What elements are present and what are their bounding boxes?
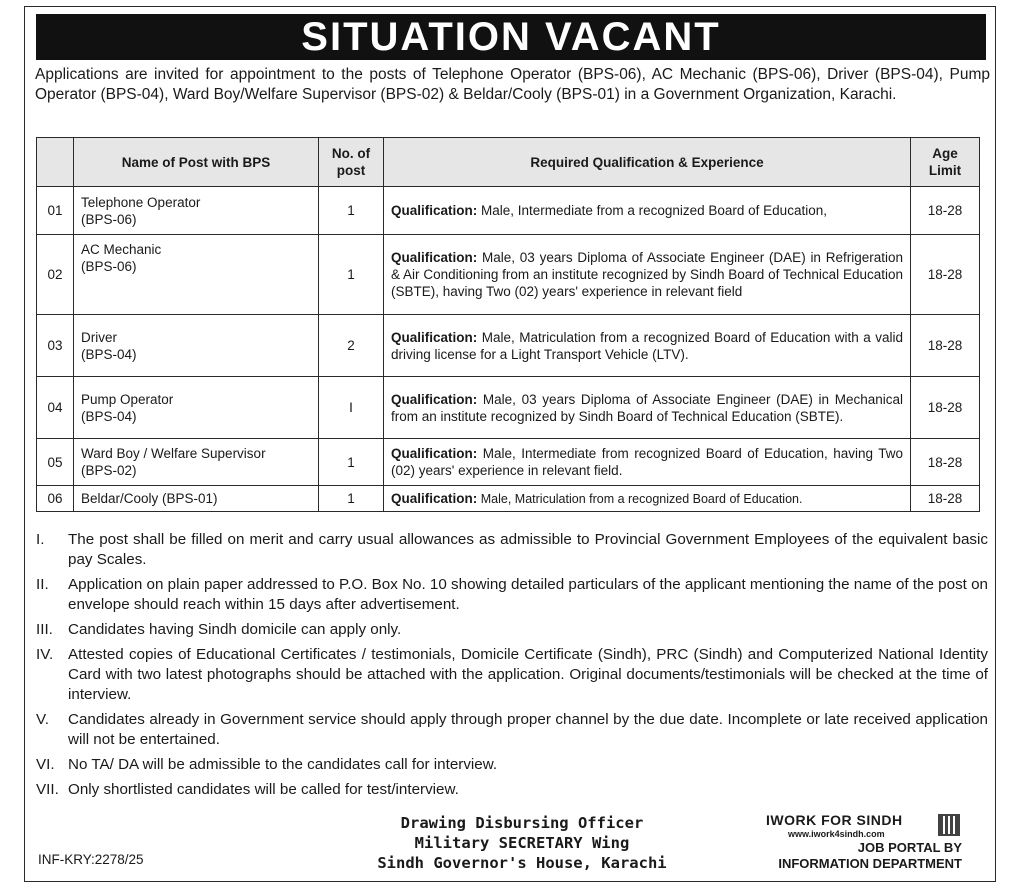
header-post-count-line1: No. of [331, 146, 371, 161]
post-name-line1: AC Mechanic [81, 242, 162, 257]
row-post-count: 1 [319, 439, 384, 486]
post-name-line2: (BPS-06) [81, 259, 137, 274]
table-header-row [37, 138, 980, 187]
note-text: Application on plain paper addressed to P.O. Box No. 10 showing detailed particulars of the applicant mentioning the name of the post on envelope should reach within 15 days after advertisement. [68, 576, 988, 613]
table-row [37, 187, 980, 235]
qualification-label: Qualification: [391, 329, 478, 345]
note-text: Attested copies of Educational Certificates / testimonials, Domicile Certificate (Sindh), PRC (Sindh) and Computerized National Identity Card with two latest photographs should be attached with the application. Original documents/testimonials will be checked at the time of interview. [68, 646, 988, 703]
post-name-line2: (BPS-04) [81, 408, 137, 424]
post-name-line1: Ward Boy / Welfare Supervisor [81, 446, 266, 461]
row-serial: 04 [37, 377, 74, 439]
signature-line2: Military SECRETARY Wing [414, 834, 630, 852]
qualification-text: Male, Intermediate from recognized Board of Education, having Two (02) years' experience in relevant field. [391, 446, 903, 478]
qualification-text: Male, Matriculation from a recognized Board of Education. [480, 491, 803, 506]
header-age-limit [911, 138, 980, 187]
post-name-line1: Beldar/Cooly (BPS-01) [81, 491, 218, 506]
reference-number: INF-KRY:2278/25 [38, 852, 144, 867]
row-qualification [384, 235, 911, 315]
qualification-label: Qualification: [391, 250, 478, 265]
note-text: Only shortlisted candidates will be called for test/interview. [68, 781, 459, 798]
note-number: VI. [36, 756, 55, 773]
header-age-line1: Age [932, 146, 958, 161]
row-serial: 05 [37, 439, 74, 486]
row-qualification [384, 377, 911, 439]
post-name-line1: Driver [81, 329, 117, 345]
row-qualification [384, 187, 911, 235]
list-item [36, 780, 988, 800]
row-age-limit: 18-28 [911, 187, 980, 235]
qualification-text: Male, 03 years Diploma of Associate Engineer (DAE) in Mechanical from an institute recognized by Sindh Board of Technical Education (SBTE). [391, 391, 903, 424]
table-row [37, 439, 980, 486]
job-portal-block [766, 812, 966, 871]
qr-code-icon [938, 814, 960, 836]
portal-caption-line2: INFORMATION DEPARTMENT [778, 856, 962, 871]
header-serial [37, 138, 74, 187]
row-post-name [74, 439, 319, 486]
intro-paragraph: Applications are invited for appointment to the posts of Telephone Operator (BPS-06), AC Mechanic (BPS-06), Driver (BPS-04), Pump Operator (BPS-04), Ward Boy/Welfare Supervisor (BPS-02) & Beldar/Cooly (BPS-01) in a Government Organization, Karachi. [35, 66, 990, 103]
qualification-text: Male, 03 years Diploma of Associate Engineer (DAE) in Refrigeration & Air Conditioning from an institute recognized by Sindh Board of Technical Education (SBTE), having Two (02) years' experience in relevant field [391, 250, 903, 299]
signature-line1: Drawing Disbursing Officer [400, 814, 644, 832]
list-item [36, 710, 988, 750]
header-age-line2: Limit [928, 163, 962, 178]
row-qualification [384, 439, 911, 486]
header-post-count-line2: post [336, 163, 366, 178]
row-post-count: 2 [319, 315, 384, 377]
signature-line3: Sindh Governor's House, Karachi [377, 854, 667, 872]
note-number: II. [36, 576, 49, 593]
row-serial: 02 [37, 235, 74, 315]
portal-caption [766, 840, 962, 872]
page-title: SITUATION VACANT [36, 14, 986, 60]
row-serial: 06 [37, 486, 74, 512]
note-text: Candidates already in Government service should apply through proper channel by the due date. Incomplete or late received application will not be entertained. [68, 711, 988, 748]
posts-table [36, 137, 980, 512]
row-serial: 01 [37, 187, 74, 235]
row-post-count: 1 [319, 187, 384, 235]
post-name-line2: (BPS-02) [81, 463, 137, 478]
note-text: No TA/ DA will be admissible to the candidates call for interview. [68, 756, 498, 773]
list-item [36, 575, 988, 615]
list-item [36, 530, 988, 570]
note-number: IV. [36, 646, 54, 663]
row-qualification [384, 315, 911, 377]
qualification-label: Qualification: [391, 446, 478, 461]
post-name-line1: Telephone Operator [81, 194, 201, 210]
post-name-line1: Pump Operator [81, 391, 174, 407]
note-text: The post shall be filled on merit and carry usual allowances as admissible to Provincial Government Employees of the equivalent basic pay Scales. [68, 531, 988, 568]
header-post-count [319, 138, 384, 187]
post-name-line2: (BPS-06) [81, 211, 137, 227]
table-row [37, 486, 980, 512]
note-number: VII. [36, 781, 59, 798]
list-item [36, 755, 988, 775]
signature-block [322, 813, 722, 873]
row-qualification [384, 486, 911, 512]
note-text: Candidates having Sindh domicile can apply only. [68, 621, 402, 638]
note-number: I. [36, 531, 45, 548]
qualification-label: Qualification: [391, 391, 478, 407]
portal-caption-line1: JOB PORTAL BY [857, 840, 962, 855]
header-post-name: Name of Post with BPS [74, 138, 319, 187]
note-number: III. [36, 621, 53, 638]
header-qualification: Required Qualification & Experience [384, 138, 911, 187]
qualification-label: Qualification: [391, 203, 478, 218]
row-post-name [74, 377, 319, 439]
row-serial: 03 [37, 315, 74, 377]
row-post-count: I [319, 377, 384, 439]
table-row [37, 315, 980, 377]
row-age-limit: 18-28 [911, 486, 980, 512]
row-age-limit: 18-28 [911, 315, 980, 377]
row-age-limit: 18-28 [911, 439, 980, 486]
qualification-label: Qualification: [391, 490, 478, 506]
portal-url: www.iwork4sindh.com [788, 829, 885, 839]
list-item [36, 620, 988, 640]
row-post-name [74, 315, 319, 377]
note-number: V. [36, 711, 49, 728]
list-item [36, 645, 988, 705]
terms-list [36, 530, 988, 805]
portal-logo: IWORK FOR SINDH [766, 812, 903, 828]
row-post-count: 1 [319, 486, 384, 512]
qualification-text: Male, Matriculation from a recognized Board of Education with a valid driving license for a Light Transport Vehicle (LTV). [391, 329, 903, 362]
row-post-name [74, 187, 319, 235]
post-name-line2: (BPS-04) [81, 346, 137, 362]
table-row [37, 377, 980, 439]
qualification-text: Male, Intermediate from a recognized Board of Education, [481, 203, 827, 218]
row-post-name [74, 486, 319, 512]
row-post-count: 1 [319, 235, 384, 315]
row-age-limit: 18-28 [911, 235, 980, 315]
table-row [37, 235, 980, 315]
row-age-limit: 18-28 [911, 377, 980, 439]
row-post-name [74, 235, 319, 315]
